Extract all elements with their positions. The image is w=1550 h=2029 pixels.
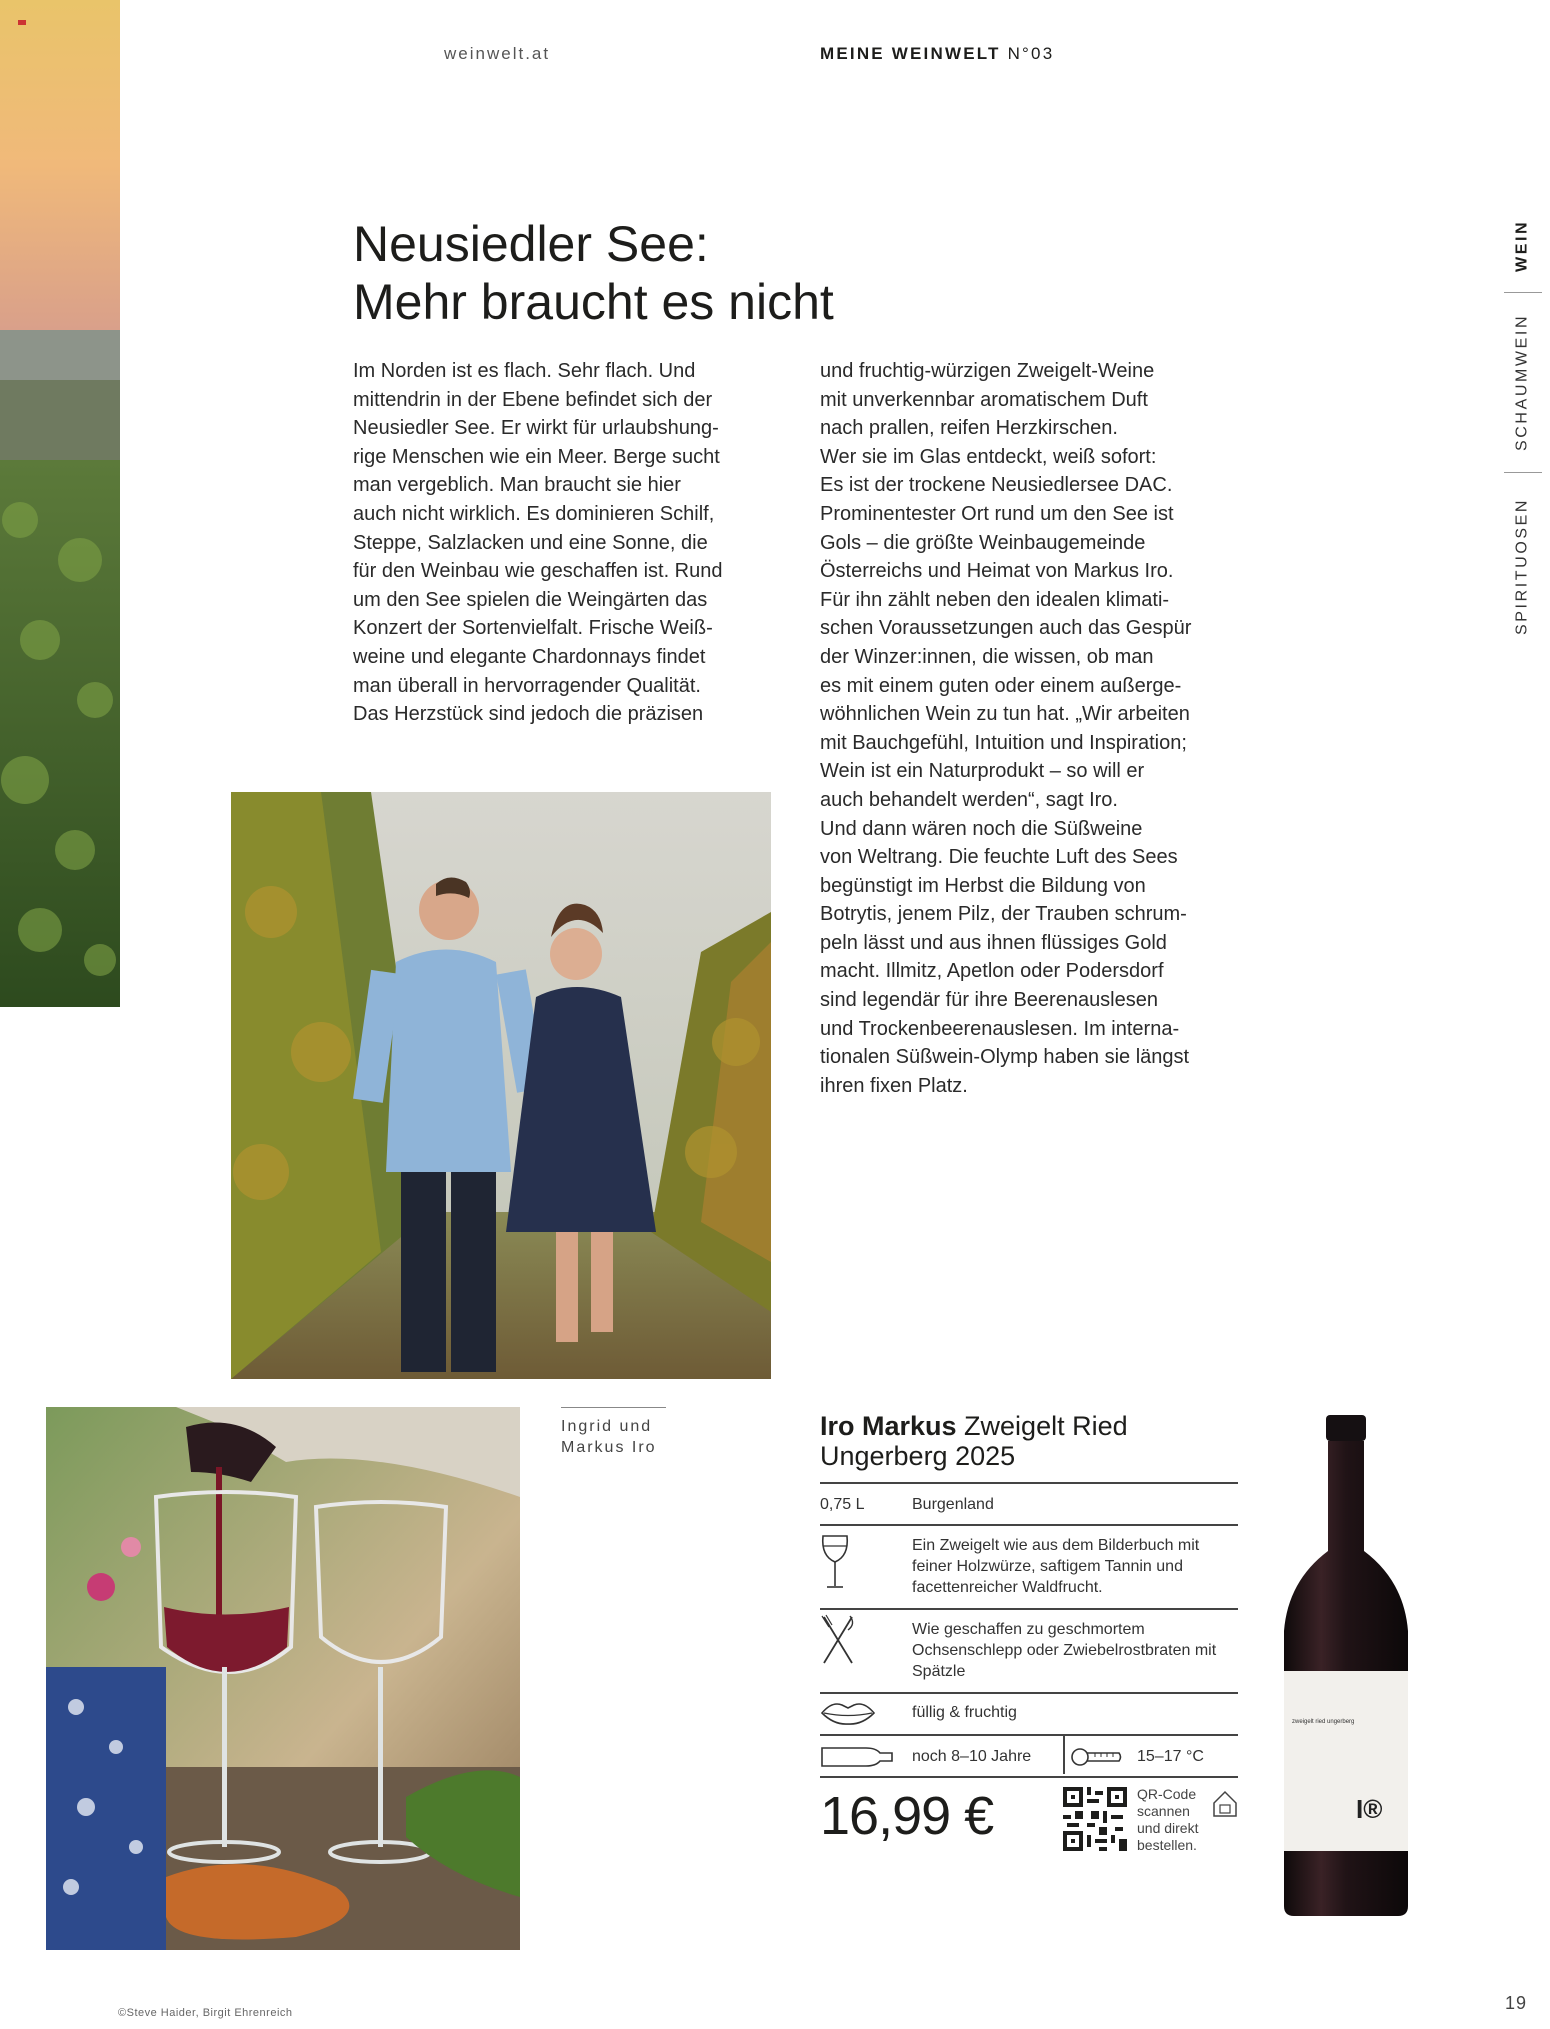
- bottle-label-text: zweigelt ried ungerberg: [1292, 1719, 1355, 1725]
- thermometer-icon: [1071, 1747, 1123, 1772]
- spec-divider: [820, 1776, 1238, 1778]
- text-line: Und dann wären noch die Süßweine: [820, 817, 1143, 840]
- product-temperature: 15–17 °C: [1137, 1748, 1204, 1765]
- couple-vineyard-photo: [231, 792, 771, 1379]
- text-line: ihren fixen Platz.: [820, 1074, 968, 1097]
- landscape-strip-photo: [0, 0, 120, 1007]
- text-line: mit Bauchgefühl, Intuition und Inspiration;: [820, 731, 1187, 754]
- product-region: Burgenland: [912, 1496, 994, 1513]
- text-line: weine und elegante Chardonnays findet: [353, 645, 706, 668]
- text-line: mittendrin in der Ebene befindet sich der: [353, 388, 713, 411]
- article-title: [353, 215, 834, 331]
- wine-pouring-photo: [46, 1407, 520, 1950]
- site-url[interactable]: weinwelt.at: [444, 44, 551, 63]
- nav-divider: [1504, 292, 1542, 293]
- lying-bottle-icon: [820, 1745, 896, 1774]
- product-style: füllig & fruchtig: [912, 1704, 1017, 1721]
- qr-text-line: QR-Code: [1137, 1786, 1197, 1802]
- product-name: [820, 1411, 1240, 1471]
- article-column-1: [353, 357, 793, 729]
- flag-icon: [18, 20, 26, 25]
- text-line: Wer sie im Glas entdeckt, weiß sofort:: [820, 445, 1157, 468]
- text-line: Für ihn zählt neben den idealen klimati-: [820, 588, 1170, 611]
- title-line-1: Neusiedler See:: [353, 216, 709, 272]
- text-line: nach prallen, reifen Herzkirschen.: [820, 417, 1118, 440]
- issue-title-bold: MEINE WEINWELT: [820, 44, 1001, 63]
- text-line: von Weltrang. Die feuchte Luft des Sees: [820, 846, 1178, 869]
- text-line: rige Menschen wie ein Meer. Berge sucht: [353, 445, 720, 468]
- page-number: 19: [1505, 1993, 1528, 2013]
- text-line: mit unverkennbar aromatischem Duft: [820, 388, 1148, 411]
- text-line: Wein ist ein Naturprodukt – so will er: [820, 760, 1145, 783]
- article-column-2: [820, 357, 1260, 1100]
- text-line: Konzert der Sortenvielfalt. Frische Weiß-: [353, 617, 713, 640]
- product-pairing: Wie geschaffen zu geschmortem Ochsenschlepp oder Zwiebelrostbraten mit Spätzle: [912, 1621, 1217, 1680]
- wine-bottle-image: [1278, 1413, 1413, 1920]
- spec-divider: [820, 1524, 1238, 1526]
- caption-line-1: Ingrid und: [561, 1418, 653, 1435]
- product-name-rest: Zweigelt Ried: [956, 1411, 1128, 1441]
- bottle-logo: I®: [1356, 1794, 1383, 1824]
- text-line: auch behandelt werden“, sagt Iro.: [820, 788, 1118, 811]
- text-line: Neusiedler See. Er wirkt für urlaubshung-: [353, 417, 719, 440]
- text-line: peln lässt und aus ihnen flüssiges Gold: [820, 931, 1167, 954]
- text-line: es mit einem guten oder einem außerge-: [820, 674, 1182, 697]
- text-line: auch nicht wirklich. Es dominieren Schilf,: [353, 502, 715, 525]
- spec-divider: [820, 1482, 1238, 1484]
- photo-caption: [561, 1407, 666, 1458]
- text-line: Prominentester Ort rund um den See ist: [820, 502, 1174, 525]
- nav-item-spirituosen[interactable]: SPIRITUOSEN: [1513, 497, 1531, 635]
- photo-credit: ©Steve Haider, Birgit Ehrenreich: [118, 2007, 293, 2019]
- shop-house-icon: [1212, 1790, 1238, 1823]
- fork-knife-icon: [820, 1614, 856, 1671]
- nav-divider: [1504, 472, 1542, 473]
- text-line: man vergeblich. Man braucht sie hier: [353, 474, 681, 497]
- text-line: und Trockenbeerenauslesen. Im interna-: [820, 1017, 1180, 1040]
- qr-text-line: und direkt: [1137, 1820, 1199, 1836]
- product-producer: Iro Markus: [820, 1411, 957, 1441]
- qr-code[interactable]: [1063, 1787, 1127, 1851]
- side-navigation: [1500, 210, 1545, 650]
- text-line: Das Herzstück sind jedoch die präzisen: [353, 703, 704, 726]
- text-line: tionalen Süßwein-Olymp haben sie längst: [820, 1046, 1190, 1069]
- spec-divider: [820, 1608, 1238, 1610]
- text-line: Botrytis, jenem Pilz, der Trauben schrum-: [820, 903, 1187, 926]
- product-price: 16,99 €: [820, 1786, 994, 1846]
- text-line: um den See spielen die Weingärten das: [353, 588, 708, 611]
- text-line: begünstigt im Herbst die Bildung von: [820, 874, 1146, 897]
- text-line: Es ist der trockene Neusiedlersee DAC.: [820, 474, 1173, 497]
- text-line: Gols – die größte Weinbaugemeinde: [820, 531, 1146, 554]
- text-line: Steppe, Salzlacken und eine Sonne, die: [353, 531, 708, 554]
- product-volume: 0,75 L: [820, 1496, 865, 1513]
- spec-divider: [820, 1734, 1238, 1736]
- title-line-2: Mehr braucht es nicht: [353, 274, 834, 330]
- nav-item-wein[interactable]: WEIN: [1513, 219, 1531, 273]
- text-line: Im Norden ist es flach. Sehr flach. Und: [353, 360, 696, 382]
- qr-text-line: bestellen.: [1137, 1837, 1197, 1853]
- text-line: wöhnlichen Wein zu tun hat. „Wir arbeiten: [820, 703, 1190, 726]
- product-name-line-1: [820, 1411, 1240, 1441]
- product-taste: Ein Zweigelt wie aus dem Bilderbuch mit feiner Holzwürze, saftigem Tannin und facettenreicher Waldfrucht.: [912, 1537, 1200, 1596]
- nav-item-schaumwein[interactable]: SCHAUMWEIN: [1513, 313, 1531, 451]
- qr-text-line: scannen: [1137, 1803, 1190, 1819]
- product-storage: noch 8–10 Jahre: [912, 1748, 1032, 1765]
- caption-line-2: Markus Iro: [561, 1439, 657, 1456]
- text-line: macht. Illmitz, Apetlon oder Podersdorf: [820, 960, 1164, 983]
- text-line: Österreichs und Heimat von Markus Iro.: [820, 560, 1174, 583]
- spec-divider: [820, 1692, 1238, 1694]
- text-line: man überall in hervorragender Qualität.: [353, 674, 701, 697]
- text-line: für den Weinbau wie geschaffen ist. Rund: [353, 560, 723, 583]
- spec-divider-vertical: [1063, 1736, 1065, 1774]
- product-name-line-2: Ungerberg 2025: [820, 1441, 1016, 1471]
- qr-instructions: [1137, 1786, 1198, 1854]
- text-line: schen Voraussetzungen auch das Gespür: [820, 617, 1192, 640]
- text-line: und fruchtig-würzigen Zweigelt-Weine: [820, 360, 1155, 382]
- lips-icon: [820, 1700, 876, 1731]
- text-line: der Winzer:innen, die wissen, ob man: [820, 645, 1154, 668]
- issue-number: N°03: [1007, 44, 1055, 63]
- text-line: sind legendär für ihre Beerenauslesen: [820, 989, 1158, 1012]
- issue-title: [820, 44, 1054, 64]
- wine-glass-icon: [820, 1534, 850, 1597]
